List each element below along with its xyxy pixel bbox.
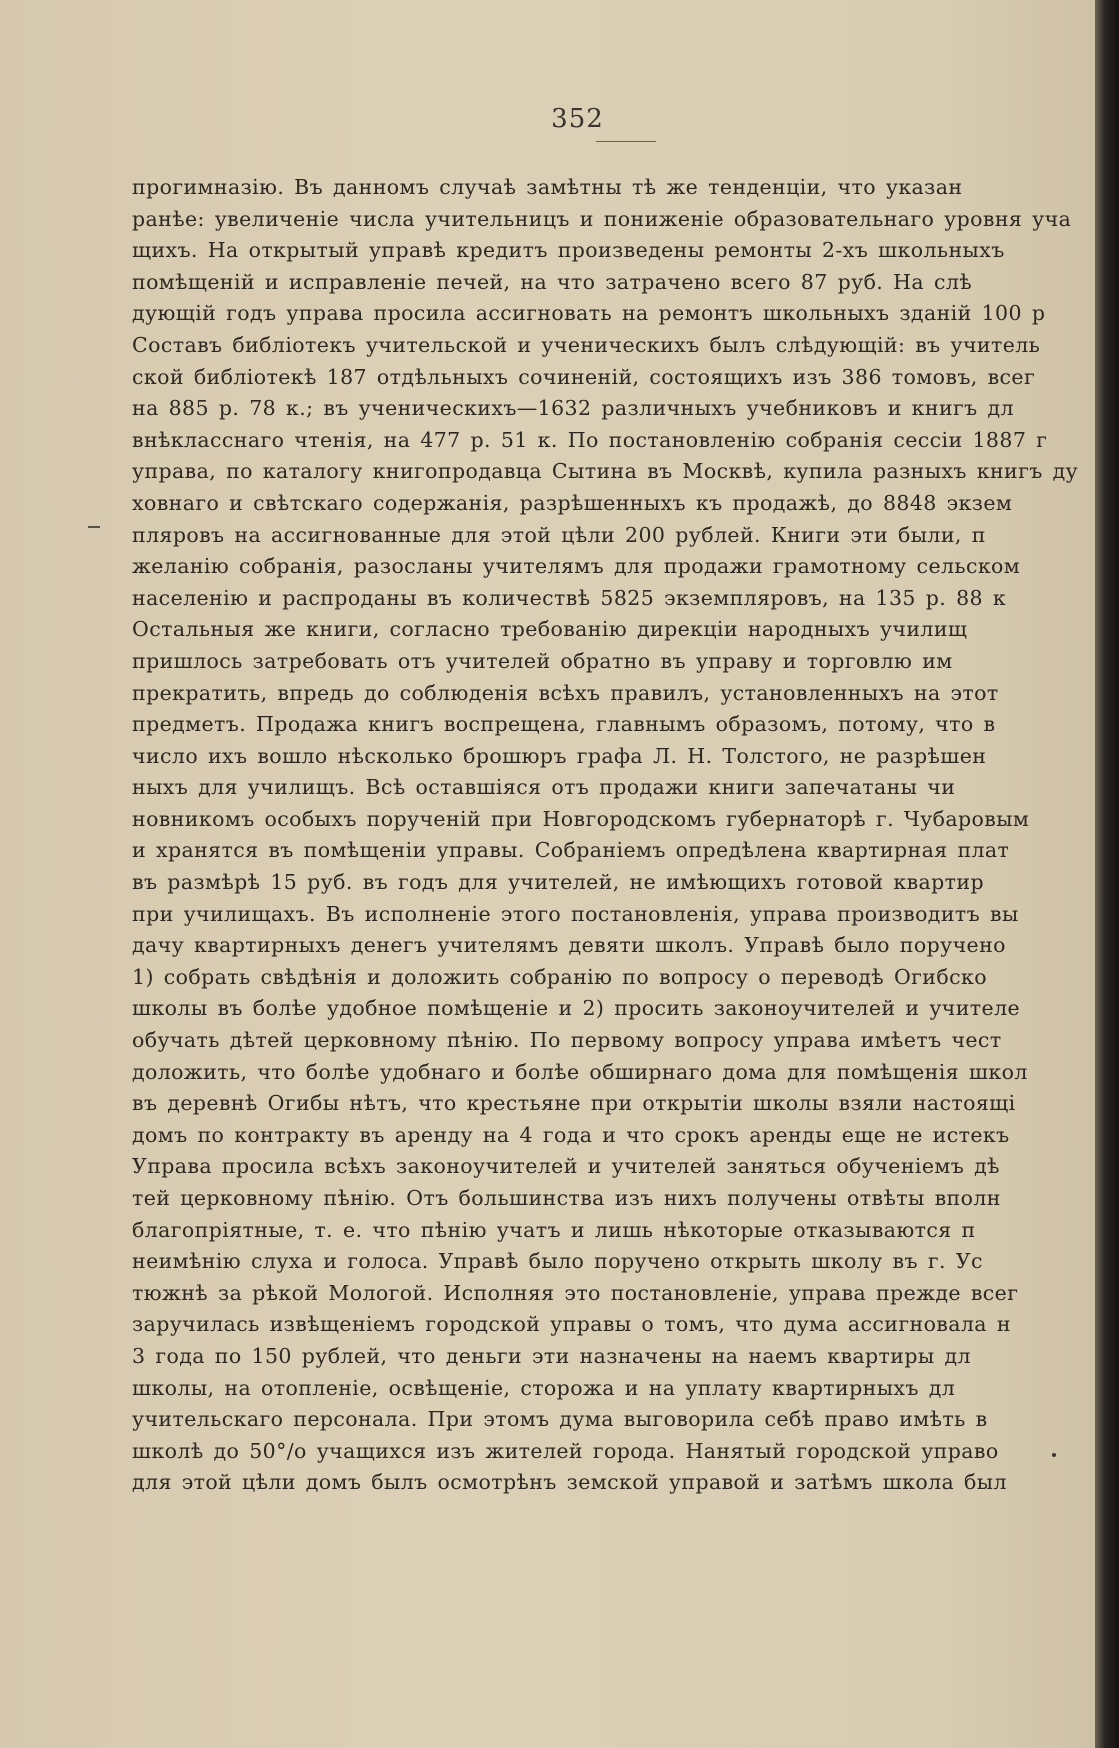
ink-dot: [1052, 1453, 1056, 1457]
text-line: благопріятные, т. е. что пѣнію учатъ и лишь нѣкоторые отказываются п: [132, 1217, 976, 1242]
text-line: населенію и распроданы въ количествѣ 5825 экземпляровъ, на 135 р. 88 к: [132, 585, 1007, 610]
text-line: заручилась извѣщеніемъ городской управы о томъ, что дума ассигновала н: [132, 1312, 1011, 1337]
text-line: дачу квартирныхъ денегъ учителямъ девяти школъ. Управѣ было поручено: [132, 933, 1006, 958]
text-line: управа, по каталогу книгопродавца Сытина въ Москвѣ, купила разныхъ книгъ ду: [132, 459, 1079, 484]
text-line: число ихъ вошло нѣсколько брошюръ графа Л. Н. Толстого, не разрѣшен: [132, 743, 987, 768]
text-line: тюжнѣ за рѣкой Мологой. Исполняя это постановленіе, управа прежде всег: [132, 1280, 1019, 1305]
text-line: ской библіотекѣ 187 отдѣльныхъ сочиненій, состоящихъ изъ 386 томовъ, всег: [132, 364, 1036, 389]
margin-mark: [88, 526, 100, 528]
text-line: Составъ библіотекъ учительской и ученическихъ былъ слѣдующій: въ учитель: [132, 332, 1041, 357]
text-line: помѣщеній и исправленіе печей, на что затрачено всего 87 руб. На слѣ: [132, 269, 973, 294]
text-line: прогимназію. Въ данномъ случаѣ замѣтны тѣ же тенденціи, что указан: [132, 175, 963, 199]
text-line: учительскаго персонала. При этомъ дума выговорила себѣ право имѣть в: [132, 1407, 988, 1432]
text-line: щихъ. На открытый управѣ кредитъ произведены ремонты 2-хъ школьныхъ: [132, 238, 1005, 263]
page-edge: [1095, 0, 1119, 1748]
text-line: прекратить, впредь до соблюденія всѣхъ правилъ, установленныхъ на этот: [132, 680, 999, 705]
text-line: и хранятся въ помѣщеніи управы. Собраніемъ опредѣлена квартирная плат: [132, 838, 1010, 863]
body-text: [132, 172, 1095, 1499]
text-line: ныхъ для училищъ. Всѣ оставшіяся отъ продажи книги запечатаны чи: [132, 775, 956, 800]
text-line: 3 года по 150 рублей, что деньги эти назначены на наемъ квартиры дл: [132, 1343, 971, 1368]
text-line: дующій годъ управа просила ассигновать на ремонтъ школьныхъ зданій 100 р: [132, 301, 1046, 326]
text-line: Остальныя же книги, согласно требованію дирекціи народныхъ училищ: [132, 617, 968, 642]
text-line: въ размѣрѣ 15 руб. въ годъ для учителей, не имѣющихъ готовой квартир: [132, 870, 984, 895]
page-number-underline: [596, 141, 656, 142]
text-line: доложить, что болѣе удобнаго и болѣе обширнаго дома для помѣщенія школ: [132, 1059, 1028, 1084]
text-line: на 885 р. 78 к.; въ ученическихъ—1632 различныхъ учебниковъ и книгъ дл: [132, 396, 1014, 421]
text-line: школѣ до 50°/о учащихся изъ жителей города. Нанятый городской управо: [132, 1438, 999, 1463]
text-line: домъ по контракту въ аренду на 4 года и что срокъ аренды еще не истекъ: [132, 1122, 1010, 1147]
text-line: тей церковному пѣнію. Отъ большинства изъ нихъ получены отвѣты вполн: [132, 1186, 1001, 1210]
text-line: обучать дѣтей церковному пѣнію. По первому вопросу управа имѣетъ чест: [132, 1028, 1002, 1053]
text-line: для этой цѣли домъ былъ осмотрѣнъ земской управой и затѣмъ школа был: [132, 1470, 1007, 1495]
text-line: предметъ. Продажа книгъ воспрещена, главнымъ образомъ, потому, что в: [132, 712, 996, 737]
text-line: неимѣнію слуха и голоса. Управѣ было поручено открыть школу въ г. Ус: [132, 1249, 983, 1274]
text-line: школы, на отопленіе, освѣщеніе, сторожа и на уплату квартирныхъ дл: [132, 1375, 956, 1400]
text-line: Управа просила всѣхъ законоучителей и учителей заняться обученіемъ дѣ: [132, 1154, 1000, 1179]
text-line: въ деревнѣ Огибы нѣтъ, что крестьяне при открытіи школы взяли настоящі: [132, 1091, 1016, 1116]
text-line: пляровъ на ассигнованные для этой цѣли 200 рублей. Книги эти были, п: [132, 522, 986, 547]
text-line: ранѣе: увеличеніе числа учительницъ и пониженіе образовательнаго уровня уча: [132, 206, 1072, 231]
text-line: пришлось затребовать отъ учителей обратно въ управу и торговлю им: [132, 648, 953, 673]
text-line: новникомъ особыхъ порученій при Новгородскомъ губернаторѣ г. Чубаровым: [132, 806, 1030, 831]
text-line: желанію собранія, разосланы учителямъ для продажи грамотному сельском: [132, 554, 1021, 579]
page-number: 352: [551, 104, 604, 134]
text-line: 1) собрать свѣдѣнія и доложить собранію по вопросу о переводѣ Огибско: [132, 964, 987, 989]
text-line: внѣкласснаго чтенія, на 477 р. 51 к. По постановленію собранія сессіи 1887 г: [132, 427, 1048, 452]
text-line: при училищахъ. Въ исполненіе этого постановленія, управа производитъ вы: [132, 901, 1019, 926]
text-line: ховнаго и свѣтскаго содержанія, разрѣшенныхъ къ продажѣ, до 8848 экзем: [132, 490, 1013, 515]
text-line: школы въ болѣе удобное помѣщеніе и 2) просить законоучителей и учителе: [132, 996, 1021, 1021]
